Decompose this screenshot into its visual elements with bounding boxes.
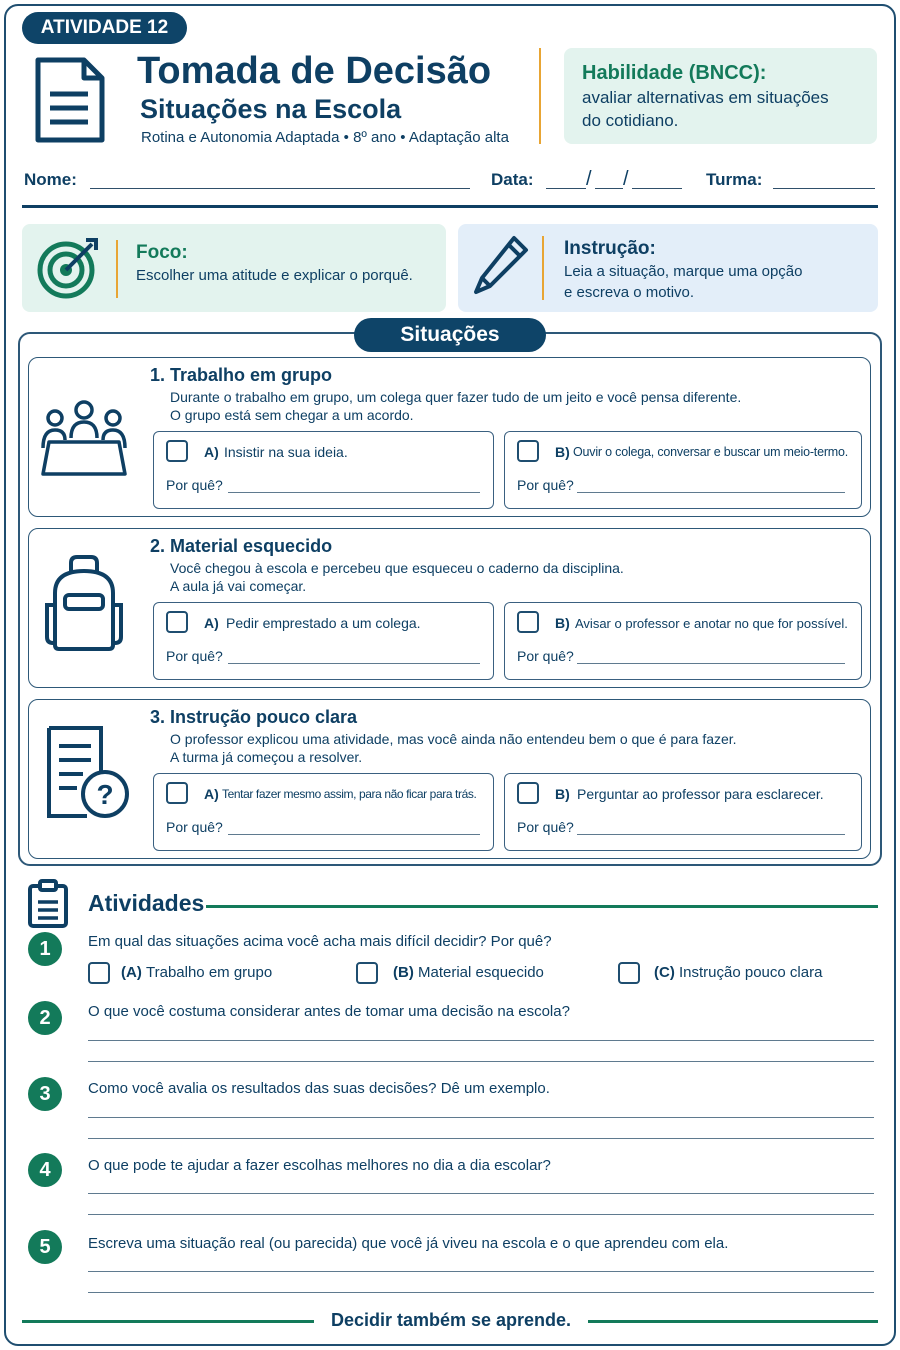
why-answer-line[interactable] (228, 492, 480, 493)
footer-rule-left (22, 1320, 314, 1323)
answer-line[interactable] (88, 1138, 874, 1139)
focus-title: Foco: (136, 242, 188, 263)
answer-line[interactable] (88, 1193, 874, 1194)
date-separator: / (586, 168, 592, 190)
choice-checkbox[interactable] (356, 962, 378, 984)
group-meeting-icon (39, 400, 129, 480)
why-label: Por quê? (517, 648, 574, 664)
choice-letter: (A) (121, 964, 142, 981)
skill-text-line-1: avaliar alternativas em situações (582, 88, 829, 107)
why-label: Por quê? (166, 648, 223, 664)
footer-text: Decidir também se aprende. (330, 1310, 572, 1330)
page-subtitle: Situações na Escola (140, 94, 402, 124)
focus-text: Escolher uma atitude e explicar o porquê. (136, 267, 413, 284)
option-a-box (153, 773, 494, 851)
choice-checkbox[interactable] (618, 962, 640, 984)
date-label: Data: (491, 170, 534, 189)
situation-text-line-2: A aula já vai começar. (170, 578, 307, 594)
option-a-box (153, 431, 494, 509)
focus-divider (116, 240, 118, 298)
name-label: Nome: (24, 170, 77, 189)
question-text: Como você avalia os resultados das suas decisões? Dê um exemplo. (88, 1080, 550, 1097)
why-answer-line[interactable] (228, 663, 480, 664)
question-text: Escreva uma situação real (ou parecida) que você já viveu na escola e o que aprendeu com ela. (88, 1235, 729, 1252)
why-label: Por quê? (166, 477, 223, 493)
option-a-box (153, 602, 494, 680)
choice-letter: (C) (654, 964, 675, 981)
activities-title-rule (206, 905, 878, 908)
why-label: Por quê? (517, 819, 574, 835)
option-a-checkbox[interactable] (166, 782, 188, 804)
page-meta: Rotina e Autonomia Adaptada • 8º ano • Adaptação alta (141, 129, 509, 146)
date-month-field[interactable] (595, 188, 623, 189)
skill-box (564, 48, 877, 144)
situation-title: 1. Trabalho em grupo (150, 365, 333, 385)
header-rule (22, 205, 878, 208)
why-label: Por quê? (166, 819, 223, 835)
choice-label: Trabalho em grupo (146, 964, 273, 981)
header-divider (539, 48, 541, 144)
option-b-letter: B) (555, 786, 570, 802)
question-text: O que pode te ajudar a fazer escolhas melhores no dia a dia escolar? (88, 1157, 551, 1174)
svg-text:?: ? (96, 779, 114, 810)
question-number: 1 (28, 932, 62, 966)
situation-text-line-1: O professor explicou uma atividade, mas você ainda não entendeu bem o que é para fazer. (170, 731, 737, 747)
document-icon (34, 56, 106, 144)
option-b-box (504, 602, 862, 680)
question-text: Em qual das situações acima você acha mais difícil decidir? Por quê? (88, 933, 552, 950)
option-a-label: Tentar fazer mesmo assim, para não ficar para trás. (222, 787, 477, 801)
choice-checkbox[interactable] (88, 962, 110, 984)
answer-line[interactable] (88, 1271, 874, 1272)
option-b-letter: B) (555, 444, 570, 460)
option-a-checkbox[interactable] (166, 611, 188, 633)
document-question-icon (43, 724, 133, 824)
why-answer-line[interactable] (577, 834, 845, 835)
option-b-checkbox[interactable] (517, 440, 539, 462)
why-answer-line[interactable] (577, 663, 845, 664)
target-icon (36, 236, 100, 300)
situation-text-line-2: O grupo está sem chegar a um acordo. (170, 407, 414, 423)
option-b-letter: B) (555, 615, 570, 631)
option-b-label: Ouvir o colega, conversar e buscar um meio-termo. (573, 445, 849, 459)
class-label: Turma: (706, 170, 763, 189)
instruction-divider (542, 236, 544, 300)
answer-line[interactable] (88, 1214, 874, 1215)
choice-letter: (B) (393, 964, 414, 981)
date-year-field[interactable] (632, 188, 682, 189)
situation-card (28, 699, 871, 859)
instruction-box (458, 224, 878, 312)
skill-title: Habilidade (BNCC): (582, 62, 767, 84)
date-separator: / (623, 168, 629, 190)
date-day-field[interactable] (546, 188, 586, 189)
option-a-letter: A) (204, 786, 219, 802)
page-title: Tomada de Decisão (137, 50, 492, 92)
option-b-label: Perguntar ao professor para esclarecer. (577, 786, 824, 802)
question-number: 5 (28, 1230, 62, 1264)
why-answer-line[interactable] (577, 492, 845, 493)
choice-label: Instrução pouco clara (679, 964, 823, 981)
situation-text-line-1: Durante o trabalho em grupo, um colega quer fazer tudo de um jeito e você pensa diferente. (170, 389, 742, 405)
answer-line[interactable] (88, 1040, 874, 1041)
choice-label: Material esquecido (418, 964, 544, 981)
question-number: 4 (28, 1153, 62, 1187)
clipboard-icon (26, 878, 70, 930)
option-a-letter: A) (204, 615, 219, 631)
option-a-label: Pedir emprestado a um colega. (226, 615, 421, 631)
option-b-checkbox[interactable] (517, 611, 539, 633)
activity-badge: ATIVIDADE 12 (22, 12, 187, 44)
answer-line[interactable] (88, 1292, 874, 1293)
situation-card (28, 528, 871, 688)
class-field[interactable] (773, 188, 875, 189)
why-label: Por quê? (517, 477, 574, 493)
option-a-label: Insistir na sua ideia. (224, 444, 348, 460)
option-b-checkbox[interactable] (517, 782, 539, 804)
situations-section-title: Situações (354, 318, 546, 352)
backpack-icon (41, 553, 127, 653)
activities-title: Atividades (88, 890, 205, 916)
answer-line[interactable] (88, 1117, 874, 1118)
question-text: O que você costuma considerar antes de tomar uma decisão na escola? (88, 1003, 570, 1020)
situation-title: 3. Instrução pouco clara (150, 707, 358, 727)
situation-text-line-2: A turma já começou a resolver. (170, 749, 363, 765)
instruction-text-line-2: e escreva o motivo. (564, 284, 695, 301)
option-b-box (504, 431, 862, 509)
situation-title: 2. Material esquecido (150, 536, 333, 556)
instruction-title: Instrução: (564, 238, 656, 259)
option-a-letter: A) (204, 444, 219, 460)
option-b-label: Avisar o professor e anotar no que for possível. (575, 616, 848, 631)
focus-box (22, 224, 446, 312)
question-number: 2 (28, 1001, 62, 1035)
answer-line[interactable] (88, 1061, 874, 1062)
option-a-checkbox[interactable] (166, 440, 188, 462)
pencil-icon (470, 234, 530, 298)
why-answer-line[interactable] (228, 834, 480, 835)
name-field[interactable] (90, 188, 470, 189)
skill-text-line-2: do cotidiano. (582, 111, 679, 130)
situation-text-line-1: Você chegou à escola e percebeu que esqueceu o caderno da disciplina. (170, 560, 624, 576)
footer-rule-right (588, 1320, 878, 1323)
instruction-text-line-1: Leia a situação, marque uma opção (564, 263, 803, 280)
question-number: 3 (28, 1077, 62, 1111)
option-b-box (504, 773, 862, 851)
situation-card (28, 357, 871, 517)
